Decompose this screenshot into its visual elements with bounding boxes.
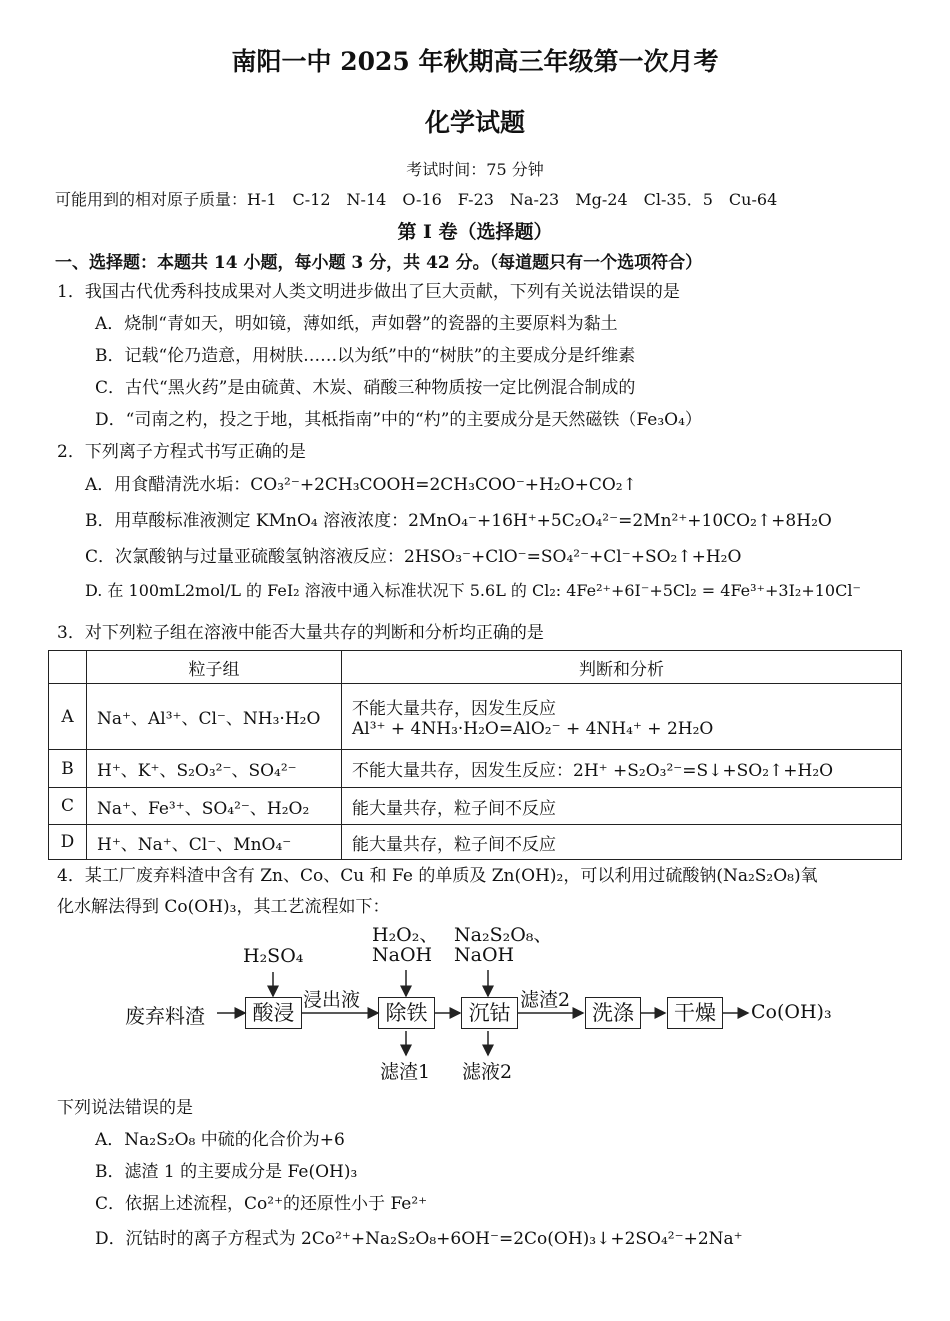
row-particles: H⁺、Na⁺、Cl⁻、MnO₄⁻ [87, 825, 342, 860]
flow-step-iron-removal: 除铁 [378, 997, 435, 1029]
q4-option-b: B．滤渣 1 的主要成分是 Fe(OH)₃ [95, 1162, 358, 1182]
q4-prompt: 下列说法错误的是 [57, 1098, 193, 1118]
table-header-particles: 粒子组 [87, 651, 342, 684]
flow-residue1-label: 滤渣1 [380, 1061, 431, 1083]
row-analysis: 能大量共存，粒子间不反应 [342, 825, 902, 860]
q2-option-c: C．次氯酸钠与过量亚硫酸氢钠溶液反应：2HSO₃⁻+ClO⁻=SO₄²⁻+Cl⁻+SO₂↑+H₂O [85, 547, 742, 567]
flow-reagent2-line2: NaOH [372, 944, 433, 966]
flow-start-label: 废弃料渣 [125, 1004, 205, 1028]
q3-stem: 3．对下列粒子组在溶液中能否大量共存的判断和分析均正确的是 [57, 623, 544, 643]
q2-option-a: A．用食醋清洗水垢：CO₃²⁻+2CH₃COOH=2CH₃COO⁻+H₂O+CO₂↑ [85, 475, 637, 495]
flow-step-wash: 洗涤 [585, 997, 641, 1029]
section-heading: 一、选择题：本题共 14 小题，每小题 3 分，共 42 分。（每道题只有一个选项符合） [55, 253, 703, 273]
q4-option-a: A．Na₂S₂O₈ 中硫的化合价为+6 [95, 1130, 345, 1150]
flow-step-dry: 干燥 [667, 997, 723, 1029]
row-analysis-line1: 不能大量共存，因发生反应 [352, 699, 556, 719]
q4-stem-line1: 4．某工厂废弃料渣中含有 Zn、Co、Cu 和 Fe 的单质及 Zn(OH)₂，可以利用过硫酸钠(Na₂S₂O₈)氧 [57, 866, 818, 886]
flow-residue2-label: 滤渣2 [520, 989, 571, 1011]
exam-title: 南阳一中 2025 年秋期高三年级第一次月考 [231, 47, 719, 76]
flow-reagent3-line1: Na₂S₂O₈、 [454, 924, 553, 946]
row-key: B [49, 750, 87, 788]
q1-option-b: B．记载“伦乃造意，用树肤……以为纸”中的“树肤”的主要成分是纤维素 [95, 346, 636, 366]
row-particles: Na⁺、Fe³⁺、SO₄²⁻、H₂O₂ [87, 788, 342, 825]
row-analysis-line2: Al³⁺ + 4NH₃·H₂O=AlO₂⁻ + 4NH₄⁺ + 2H₂O [352, 719, 714, 739]
q2-stem: 2．下列离子方程式书写正确的是 [57, 442, 306, 462]
flow-filtrate2-label: 滤液2 [462, 1061, 513, 1083]
q2-option-d: D. 在 100mL2mol/L 的 FeI₂ 溶液中通入标准状况下 5.6L 的 Cl₂: 4Fe²⁺+6I⁻+5Cl₂ = 4Fe³⁺+3I₂+10Cl⁻ [85, 581, 861, 600]
q4-stem-line2: 化水解法得到 Co(OH)₃，其工艺流程如下： [57, 897, 390, 917]
q1-option-c: C．古代“黑火药”是由硫黄、木炭、硝酸三种物质按一定比例混合制成的 [95, 378, 636, 398]
q1-option-d: D．“司南之杓，投之于地，其柢指南”中的“杓”的主要成分是天然磁铁（Fe₃O₄） [95, 410, 702, 430]
flow-step-acid-leach: 酸浸 [245, 997, 302, 1029]
row-key: A [49, 684, 87, 750]
subject-title: 化学试题 [424, 108, 525, 137]
flow-reagent2-line1: H₂O₂、 [372, 924, 439, 946]
row-key: D [49, 825, 87, 860]
row-key: C [49, 788, 87, 825]
q2-option-b: B．用草酸标准液测定 KMnO₄ 溶液浓度：2MnO₄⁻+16H⁺+5C₂O₄²⁻=2Mn²⁺+10CO₂↑+8H₂O [85, 511, 832, 531]
atomic-masses: 可能用到的相对原子质量：H-1 C-12 N-14 O-16 F-23 Na-23 Mg-24 Cl-35．5 Cu-64 [55, 190, 778, 209]
flow-leachate-label: 浸出液 [303, 989, 361, 1011]
exam-time: 考试时间：75 分钟 [406, 160, 544, 179]
table-header-analysis: 判断和分析 [342, 651, 902, 684]
row-analysis: 不能大量共存，因发生反应：2H⁺ +S₂O₃²⁻=S↓+SO₂↑+H₂O [342, 750, 902, 788]
row-particles: Na⁺、Al³⁺、Cl⁻、NH₃·H₂O [87, 684, 342, 750]
flow-step-cobalt-precipitation: 沉钴 [461, 997, 518, 1029]
q4-option-c: C．依据上述流程，Co²⁺的还原性小于 Fe²⁺ [95, 1194, 428, 1214]
row-analysis: 能大量共存，粒子间不反应 [342, 788, 902, 825]
q1-option-a: A．烧制“青如天，明如镜，薄如纸，声如磬”的瓷器的主要原料为黏土 [95, 314, 618, 334]
q4-option-d: D．沉钴时的离子方程式为 2Co²⁺+Na₂S₂O₈+6OH⁻=2Co(OH)₃↓+2SO₄²⁻+2Na⁺ [95, 1229, 743, 1249]
flow-reagent3-line2: NaOH [454, 944, 515, 966]
flow-product-label: Co(OH)₃ [751, 1001, 832, 1023]
q1-stem: 1．我国古代优秀科技成果对人类文明进步做出了巨大贡献，下列有关说法错误的是 [57, 282, 680, 302]
row-particles: H⁺、K⁺、S₂O₃²⁻、SO₄²⁻ [87, 750, 342, 788]
flow-reagent-h2so4: H₂SO₄ [243, 945, 304, 967]
volume-heading: 第 I 卷（选择题） [397, 221, 553, 243]
